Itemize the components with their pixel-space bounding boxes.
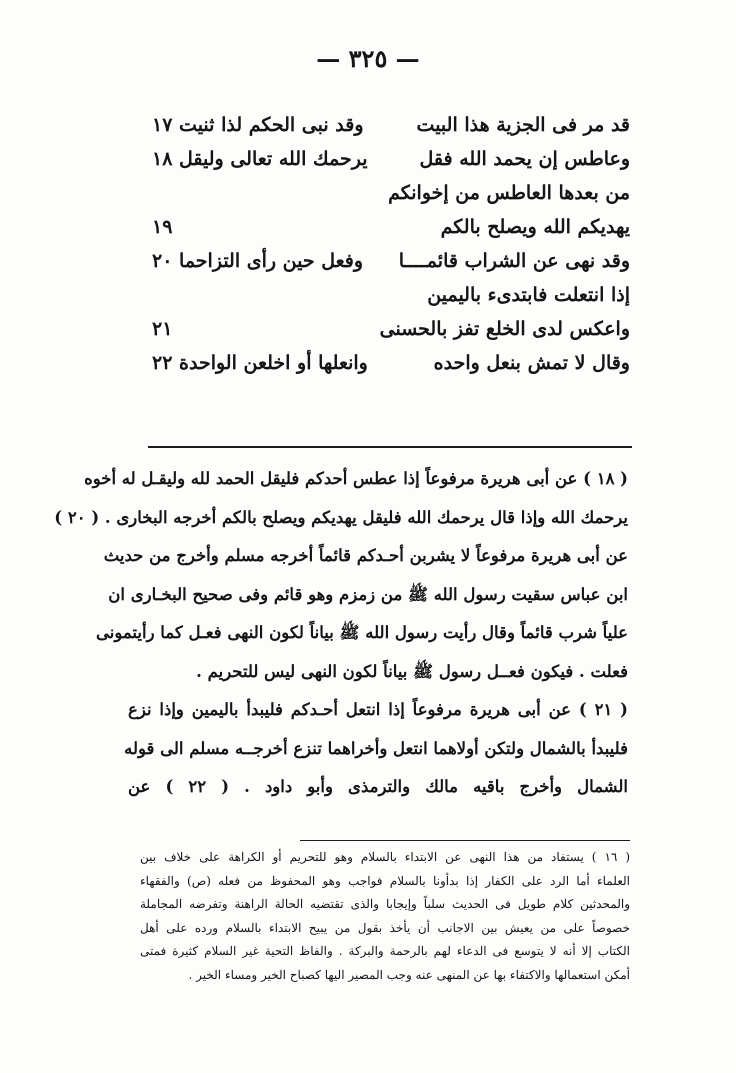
commentary-line: ( ١٨ ) عن أبى هريرة مرفوعاً إذا عطس أحدكم فليقل الحمد لله وليقـل له أخوه	[84, 469, 628, 488]
verse-second-hemistich: ١٩	[152, 216, 173, 238]
commentary-line: ابن عباس سقيت رسول الله ﷺ من زمزم وهو قائم وفى صحيح البخـارى ان	[108, 584, 628, 604]
verse-second-hemistich: ٢١	[152, 318, 173, 340]
commentary-block	[54, 460, 628, 807]
commentary-line: يرحمك الله وإذا قال يرحمك الله فليقل يهديكم ويصلح بالكم أخرجه البخارى . ( ٢٠ )	[54, 507, 628, 527]
footnote-block	[140, 846, 630, 987]
verse-line	[152, 346, 630, 380]
verse-first-hemistich: وقال لا تمش بنعل واحده	[433, 352, 630, 374]
verse-line	[152, 210, 630, 244]
verse-first-hemistich: يهديكم الله ويصلح بالكم	[440, 216, 630, 238]
footnote-line: ( ١٦ ) يستفاد من هذا النهى عن الابتداء بالسلام وهو للتحريم أو الكراهة على خلاف بين	[140, 850, 631, 864]
verse-first-hemistich: واعكس لدى الخلع تفز بالحسنى	[379, 318, 630, 340]
verse-line	[152, 176, 630, 210]
commentary-line: علياً شرب قائماً وقال رأيت رسول الله ﷺ بياناً لكون النهى فعـل كما رأيتمونى	[96, 623, 628, 642]
verse-first-hemistich: وقد نهى عن الشراب قائمــــا	[398, 250, 630, 272]
commentary-line: الشمال وأخرج باقيه مالك والترمذى وأبو داود . ( ٢٢ ) عن	[128, 777, 628, 796]
verse-second-hemistich: يرحمك الله تعالى وليقل ١٨	[152, 148, 368, 170]
verse-line	[152, 312, 630, 346]
commentary-line: فليبدأ بالشمال ولتكن أولاهما انتعل وأخراهما تنزع أخرجــه مسلم الى قوله	[124, 738, 628, 758]
verse-first-hemistich: وعاطس إن يحمد الله فقل	[419, 148, 630, 170]
footnote-line: العلماء أما الرد على الكفار إذا بدأونا بالسلام فواجب وهو المحفوظ من فعله (ص) والفقهاء	[140, 873, 630, 888]
verse-first-hemistich: قد مر فى الجزية هذا البيت	[416, 114, 630, 136]
verse-line	[152, 244, 630, 278]
commentary-line: فعلت . فيكون فعــل رسول ﷺ بياناً لكون النهى ليس للتحريم .	[196, 661, 628, 681]
footnote-line: الكتاب إلا أنه لا يتوسع فى الدعاء لهم بالرحمة والبركة . والفاظ التحية غير السلام كثيرة فمتى	[140, 944, 630, 958]
commentary-line: عن أبى هريرة مرفوعاً لا يشربن أحـدكم قائماً أخرجه مسلم وأخرج من حديث	[103, 546, 628, 565]
verse-line	[152, 108, 630, 142]
commentary-line: ( ٢١ ) عن أبى هريرة مرفوعاً إذا انتعل أحـدكم فليبدأ باليمين وإذا نزع	[128, 700, 628, 719]
verse-line	[152, 278, 630, 312]
verse-second-hemistich: وانعلها أو اخلعن الواحدة ٢٢	[152, 352, 368, 374]
verse-line	[152, 142, 630, 176]
verse-first-hemistich: إذا انتعلت فابتدىء باليمين	[427, 284, 630, 306]
footnote-divider	[300, 840, 630, 841]
footnote-line: أمكن استعمالها والاكتفاء بها عن المنهى عنه وجب المصير اليها كصباح الخير ومساء الخير .	[188, 967, 630, 982]
footnote-line: والمحدثين كلام طويل فى الحديث سلباً وإيجابا والذى تقتضيه الحالة الراهنة وتفرضه المجاملة	[140, 897, 630, 911]
verse-second-hemistich: وقد نبى الحكم لذا ثنيت ١٧	[152, 114, 364, 136]
page-number: — ٣٢٥ —	[316, 44, 420, 73]
verse-block	[152, 108, 630, 380]
verse-first-hemistich: من بعدها العاطس من إخوانكم	[388, 182, 630, 204]
footnote-line: خصوصاً على من يعيش بين الاجانب أن يأخذ بقول من يبيح الابتداء بالسلام ورده على أهل	[140, 920, 630, 935]
verse-second-hemistich: وفعل حين رأى التزاحما ٢٠	[152, 250, 364, 272]
verse-notes-divider	[148, 446, 632, 448]
